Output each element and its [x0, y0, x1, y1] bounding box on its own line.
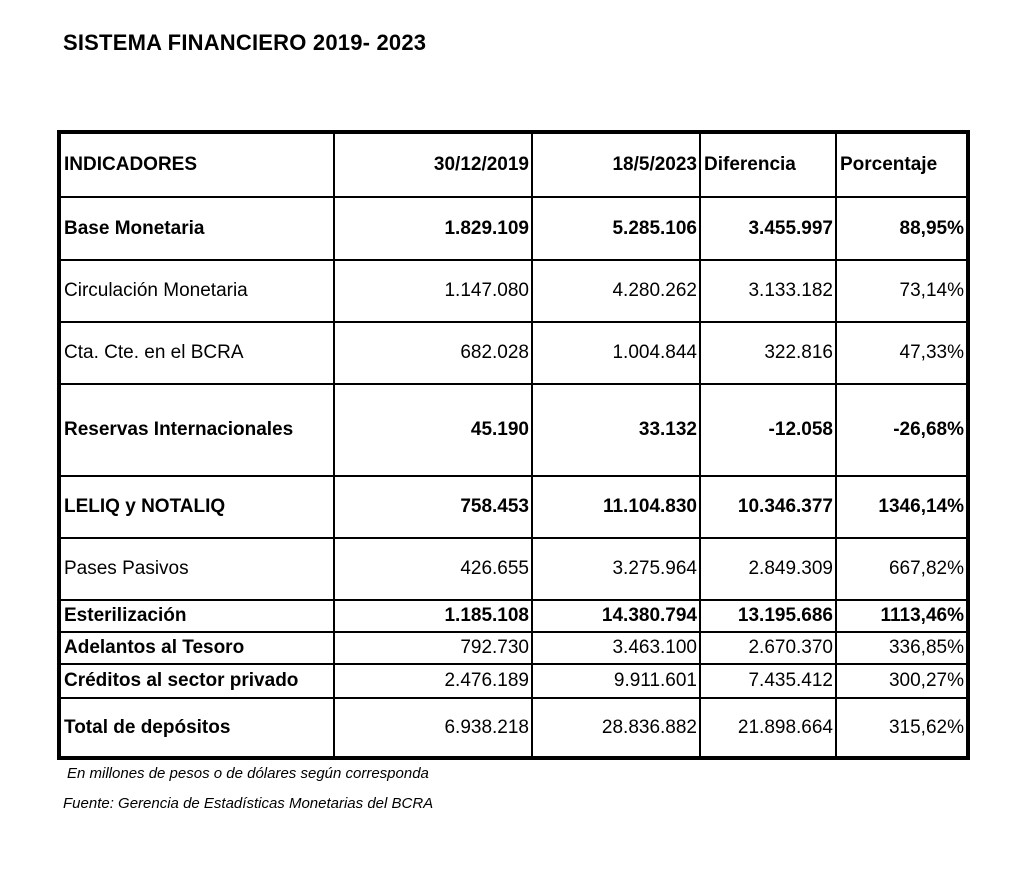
row-label: Esterilización — [61, 601, 335, 633]
value-diferencia: 7.435.412 — [701, 665, 837, 699]
row-label: LELIQ y NOTALIQ — [61, 477, 335, 539]
value-2019: 682.028 — [335, 323, 533, 385]
row-label: Total de depósitos — [61, 699, 335, 756]
row-label: Circulación Monetaria — [61, 261, 335, 323]
header-diferencia: Diferencia — [701, 134, 837, 198]
value-diferencia: 2.849.309 — [701, 539, 837, 601]
value-porcentaje: 315,62% — [888, 716, 964, 738]
value-diferencia: -12.058 — [701, 385, 837, 477]
value-porcentaje: 336,85% — [837, 633, 966, 665]
value-2023: 9.911.601 — [533, 665, 701, 699]
value-2019: 45.190 — [335, 385, 533, 477]
value-2019: 426.655 — [335, 539, 533, 601]
value-diferencia: 21.898.664 — [701, 699, 837, 756]
value-diferencia: 2.670.370 — [701, 633, 837, 665]
value-porcentaje: 1346,14% — [837, 477, 966, 539]
units-note: En millones de pesos o de dólares según corresponda — [67, 765, 429, 782]
header-2019: 30/12/2019 — [335, 134, 533, 198]
row-label: Cta. Cte. en el BCRA — [61, 323, 335, 385]
row-label: Créditos al sector privado — [61, 665, 335, 699]
header-indicadores: INDICADORES — [61, 134, 335, 198]
value-porcentaje: 300,27% — [837, 665, 966, 699]
value-2023: 5.285.106 — [533, 198, 701, 261]
value-porcentaje: 667,82% — [837, 539, 966, 601]
value-2019: 1.147.080 — [335, 261, 533, 323]
value-2019: 2.476.189 — [335, 665, 533, 699]
value-porcentaje: 47,33% — [837, 323, 966, 385]
value-diferencia: 322.816 — [701, 323, 837, 385]
header-2023: 18/5/2023 — [533, 134, 701, 198]
value-diferencia: 3.133.182 — [701, 261, 837, 323]
value-2019: 792.730 — [335, 633, 533, 665]
value-2019: 6.938.218 — [335, 699, 533, 756]
value-2023: 14.380.794 — [533, 601, 701, 633]
value-2023: 3.275.964 — [533, 539, 701, 601]
row-label: Base Monetaria — [61, 198, 335, 261]
value-porcentaje: -26,68% — [837, 385, 966, 477]
value-diferencia: 10.346.377 — [701, 477, 837, 539]
value-2023: 1.004.844 — [533, 323, 701, 385]
value-2023: 3.463.100 — [533, 633, 701, 665]
value-2023: 4.280.262 — [533, 261, 701, 323]
value-2023: 33.132 — [533, 385, 701, 477]
header-porcentaje: Porcentaje — [837, 134, 966, 198]
value-diferencia: 13.195.686 — [701, 601, 837, 633]
row-label: Reservas Internacionales — [61, 385, 335, 477]
value-2019: 758.453 — [335, 477, 533, 539]
financial-indicators-table — [57, 130, 970, 760]
value-2019: 1.829.109 — [335, 198, 533, 261]
value-porcentaje: 73,14% — [837, 261, 966, 323]
value-2019: 1.185.108 — [335, 601, 533, 633]
value-2023: 11.104.830 — [533, 477, 701, 539]
value-porcentaje: 1113,46% — [837, 601, 966, 633]
value-porcentaje: 88,95% — [837, 198, 966, 261]
row-label: Adelantos al Tesoro — [61, 633, 335, 665]
row-label: Pases Pasivos — [61, 539, 335, 601]
value-diferencia: 3.455.997 — [701, 198, 837, 261]
page-title: SISTEMA FINANCIERO 2019- 2023 — [63, 30, 427, 55]
source-note: Fuente: Gerencia de Estadísticas Monetarias del BCRA — [63, 795, 434, 812]
value-2023: 28.836.882 — [533, 699, 701, 756]
